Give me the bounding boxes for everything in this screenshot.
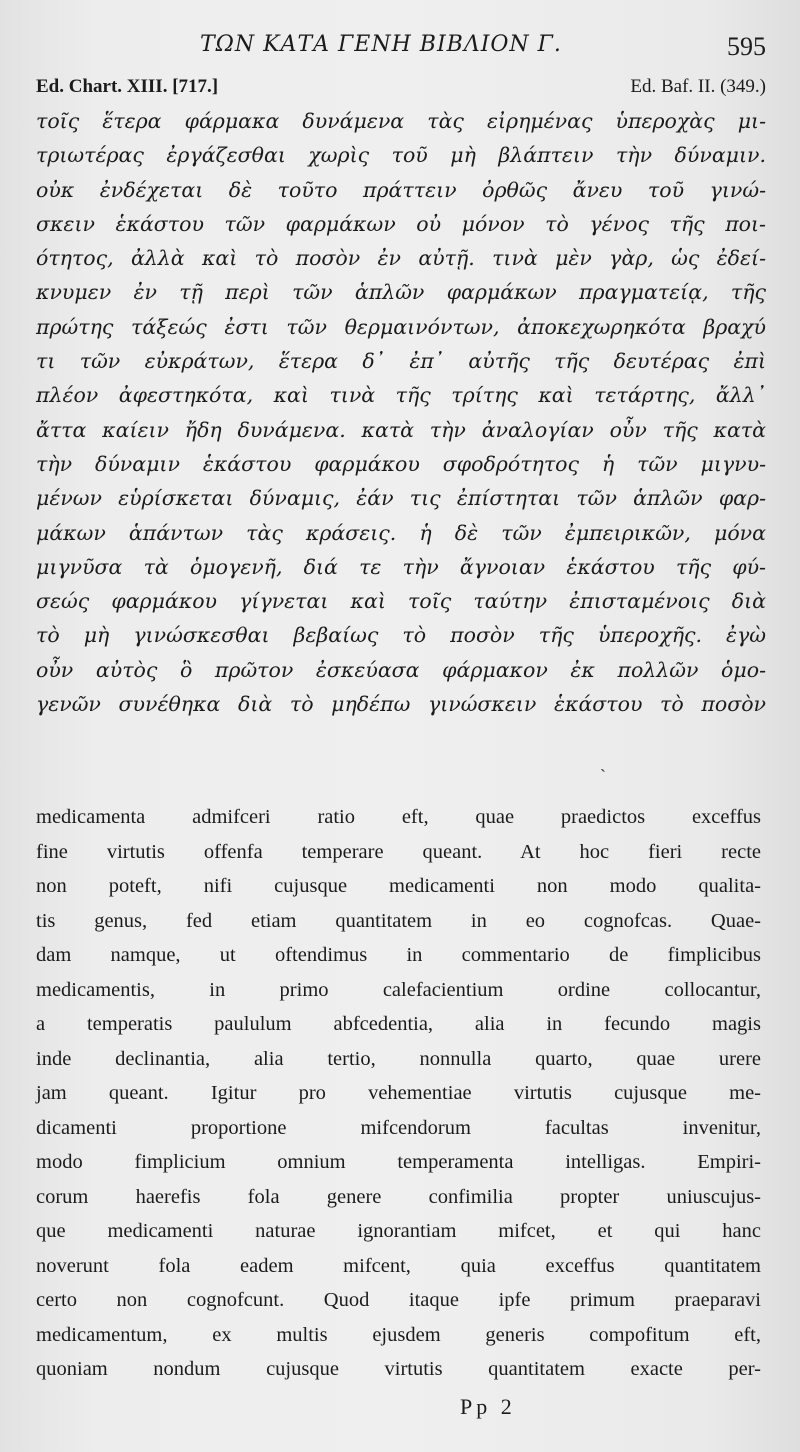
latin-text-line: a temperatis paululum abfcedentia, alia in fecundo magis	[36, 1013, 761, 1035]
greek-text-line: σκειν ἑκάστου τῶν φαρμάκων οὐ μόνον τὸ γένος τῆς ποι-	[36, 211, 766, 236]
greek-text-line: οὐκ ἐνδέχεται δὲ τοῦτο πράττειν ὀρθῶς ἄνευ τοῦ γινώ-	[36, 177, 766, 202]
greek-text-line: σεώς φαρμάκου γίγνεται καὶ τοῖς ταύτην ἐπισταμένοις διὰ	[36, 589, 766, 614]
greek-text-line: ἄττα καίειν ἤδη δυνάμενα. κατὰ τὴν ἀναλογίαν οὖν τῆς κατὰ	[36, 417, 766, 442]
latin-text-line: dicamenti proportione mifcendorum facultas invenitur,	[36, 1116, 761, 1139]
edition-reference-line	[36, 76, 766, 104]
printer-mark: ˏ	[600, 752, 606, 773]
greek-text-line: μιγνῦσα τὰ ὁμογενῆ, διά τε τὴν ἄγνοιαν ἑκάστου τῆς φύ-	[36, 554, 766, 579]
greek-text-line: πλέον ἀφεστηκότα, καὶ τινὰ τῆς τρίτης καὶ τετάρτης, ἄλλ᾽	[36, 383, 766, 408]
latin-text-line: modo fimplicium omnium temperamenta intelligas. Empiri-	[36, 1151, 761, 1173]
running-head	[0, 28, 800, 68]
greek-text-line: τὴν δύναμιν ἑκάστου φαρμάκου σφοδρότητος ἡ τῶν μιγνυ-	[36, 451, 766, 476]
latin-text-line: certo non cognofcunt. Quod itaque ipfe primum praeparavi	[36, 1289, 761, 1311]
latin-text-line: dam namque, ut oftendimus in commentario de fimplicibus	[36, 944, 761, 966]
latin-text-line: noverunt fola eadem mifcent, quia exceffus quantitatem	[36, 1254, 761, 1277]
edition-chart-reference: Ed. Chart. XIII. [717.]	[36, 76, 219, 97]
greek-text-line: γενῶν συνέθηκα διὰ τὸ μηδέπω γινώσκειν ἑκάστου τὸ ποσὸν	[36, 692, 766, 717]
greek-text-line: οὖν αὐτὸς ὃ πρῶτον ἐσκεύασα φάρμακον ἐκ πολλῶν ὁμο-	[36, 657, 766, 682]
latin-text-line: non poteft, nifi cujusque medicamenti non modo qualita-	[36, 875, 761, 897]
signature-mark: Pp 2	[460, 1394, 516, 1419]
latin-text-line: jam queant. Igitur pro vehementiae virtutis cujusque me-	[36, 1082, 761, 1104]
latin-text-line: que medicamenti naturae ignorantiam mifcet, et qui hanc	[36, 1220, 761, 1242]
greek-text-line: τοῖς ἕτερα φάρμακα δυνάμενα τὰς εἰρημένας ὑπεροχὰς μι-	[36, 109, 766, 133]
greek-text-line: κνυμεν ἐν τῇ περὶ τῶν ἁπλῶν φαρμάκων πραγματείᾳ, τῆς	[36, 280, 766, 305]
page-number: 595	[727, 32, 766, 61]
running-title: ΤΩΝ ΚΑΤΑ ΓΕΝΗ ΒΙΒΛΙΟΝ Γ.	[200, 32, 562, 57]
greek-text-line: μάκων ἁπάντων τὰς κράσεις. ἡ δὲ τῶν ἐμπειρικῶν, μόνα	[36, 520, 766, 545]
latin-text-line: corum haerefis fola genere confimilia propter uniuscujus-	[36, 1185, 761, 1208]
latin-text-line: inde declinantia, alia tertio, nonnulla quarto, quae urere	[36, 1047, 761, 1070]
latin-text-line: tis genus, fed etiam quantitatem in eo cognofcas. Quae-	[36, 909, 761, 932]
greek-text-line: τι τῶν εὐκράτων, ἕτερα δ᾽ ἐπ᾽ αὐτῆς τῆς δευτέρας ἐπὶ	[36, 349, 766, 374]
greek-text-line: τὸ μὴ γινώσκεσθαι βεβαίως τὸ ποσὸν τῆς ὑπεροχῆς. ἐγὼ	[36, 623, 766, 648]
greek-text-line: πρώτης τάξεώς ἐστι τῶν θερμαινόντων, ἀποκεχωρηκότα βραχύ	[36, 314, 766, 339]
greek-text-line: ότητος, ἀλλὰ καὶ τὸ ποσὸν ἐν αὐτῇ. τινὰ μὲν γὰρ, ὡς ἐδεί-	[36, 246, 766, 271]
latin-text-line: fine virtutis offenfa temperare queant. At hoc fieri recte	[36, 840, 761, 863]
latin-text-column	[36, 800, 761, 1387]
edition-basel-reference: Ed. Baf. II. (349.)	[630, 76, 766, 97]
latin-text-line: medicamenta admifceri ratio eft, quae praedictos exceffus	[36, 806, 761, 828]
latin-text-line: medicamentis, in primo calefacientium ordine collocantur,	[36, 978, 761, 1001]
greek-text-line: μένων εὑρίσκεται δύναμις, ἐάν τις ἐπίστηται τῶν ἁπλῶν φαρ-	[36, 486, 766, 511]
latin-text-line: quoniam nondum cujusque virtutis quantitatem exacte per-	[36, 1358, 761, 1380]
greek-text-line: τριωτέρας ἐργάζεσθαι χωρὶς τοῦ μὴ βλάπτειν τὴν δύναμιν.	[36, 143, 766, 168]
greek-text-column	[36, 104, 766, 721]
latin-text-line: medicamentum, ex multis ejusdem generis compofitum eft,	[36, 1323, 761, 1346]
